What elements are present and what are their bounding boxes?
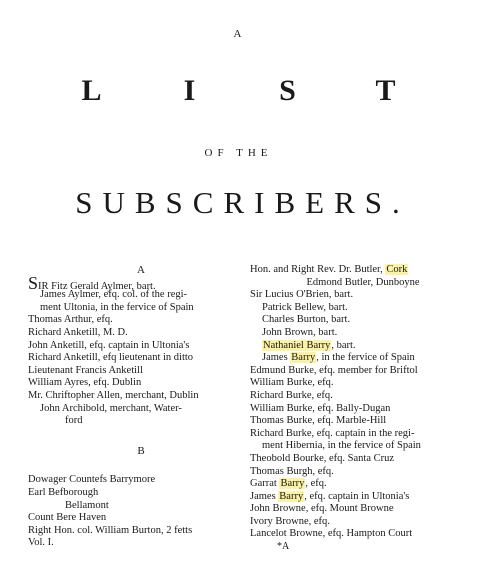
entry-text: John Anketill, efq. captain in Ultonia's — [28, 339, 190, 351]
highlighted-term: Barry — [280, 478, 305, 490]
subscriber-entry — [250, 377, 476, 390]
entry-text: IR Fitz Gerald Aylmer, bart. — [38, 280, 156, 292]
entry-text: William Burke, efq. — [250, 377, 334, 389]
subscriber-entry — [28, 390, 254, 403]
entry-text: Right Hon. col. William Burton, 2 fetts — [28, 524, 193, 536]
subscriber-entry — [28, 352, 254, 365]
subscriber-entry — [28, 272, 254, 293]
subscriber-entry — [250, 503, 476, 516]
entry-text: Sir Lucius O'Brien, bart. — [250, 289, 354, 301]
entry-text: Theobold Bourke, efq. Santa Cruz — [250, 452, 395, 464]
entry-text: Garrat — [250, 478, 280, 490]
heading-subscribers: SUBSCRIBERS. — [75, 185, 410, 220]
subscriber-entry — [28, 415, 254, 428]
section-spacer — [28, 457, 254, 474]
entry-text: Richard Burke, efq. captain in the regi- — [250, 427, 415, 439]
entry-text: Ivory Browne, efq. — [250, 515, 330, 527]
entry-text: Edmond Butler, Dunboyne — [306, 276, 420, 288]
entry-text: Count Bere Haven — [28, 512, 107, 524]
section-letter: B — [137, 444, 145, 457]
entry-text: Thomas Arthur, efq. — [28, 314, 113, 326]
heading-list-letter: L — [81, 74, 102, 107]
entry-text: , efq. captain in Ultonia's — [304, 490, 410, 502]
heading-list — [0, 74, 477, 108]
subscriber-entry — [250, 289, 476, 302]
subscriber-entry — [250, 428, 476, 441]
subscriber-entry — [250, 403, 476, 416]
entry-text: William Ayres, efq. Dublin — [28, 377, 142, 389]
entry-text: Hon. and Right Rev. Dr. Butler, — [250, 264, 386, 275]
subscriber-entry — [28, 474, 254, 487]
subscriber-entry — [250, 453, 476, 466]
subscriber-entry — [28, 365, 254, 378]
subscriber-entry — [250, 440, 476, 453]
section-spacer — [28, 428, 254, 445]
entry-text: John Browne, efq. Mount Browne — [250, 503, 394, 515]
subscriber-entry — [28, 302, 254, 315]
subscriber-entry — [250, 365, 476, 378]
entry-text: John Brown, bart. — [262, 326, 338, 338]
drop-capital: S — [28, 272, 39, 293]
subscriber-entry — [250, 352, 476, 365]
subscriber-entry — [250, 302, 476, 315]
subscriber-entry — [250, 390, 476, 403]
subscriber-entry — [250, 466, 476, 479]
subscriber-entry — [28, 487, 254, 500]
entry-text: John Archibold, merchant, Water- — [40, 402, 182, 414]
highlighted-term: Nathaniel Barry — [263, 339, 331, 351]
left-column — [28, 264, 254, 550]
highlighted-term: Barry — [291, 352, 316, 364]
subscriber-entry — [250, 277, 476, 290]
entry-text: Vol. I. — [28, 537, 54, 549]
entry-text: James Aylmer, efq. col. of the regi- — [40, 289, 188, 301]
entry-text: Edmund Burke, efq. member for Briftol — [250, 364, 418, 376]
entry-text: , efq. — [305, 478, 327, 490]
subscriber-entry — [28, 377, 254, 390]
entry-text: Mr. Chriftopher Allen, merchant, Dublin — [28, 389, 199, 401]
subscriber-entry — [28, 512, 254, 525]
heading-of-the: OF THE — [204, 147, 273, 159]
entry-text: James — [250, 490, 279, 502]
entry-text: Thomas Burke, efq. Marble-Hill — [250, 415, 387, 427]
custodian-mark: *A — [277, 541, 290, 552]
entry-text: ment Hibernia, in the fervice of Spain — [262, 440, 421, 452]
entry-text: ment Ultonia, in the fervice of Spain — [40, 301, 194, 313]
entry-text: James — [262, 352, 291, 364]
entry-text: Patrick Bellew, bart. — [262, 301, 348, 313]
heading-article: A — [233, 28, 244, 40]
heading-list-letter: I — [183, 74, 196, 107]
heading-list-letter: S — [279, 74, 296, 107]
subscriber-entry — [250, 478, 476, 491]
subscriber-entry — [28, 327, 254, 340]
subscriber-entry — [28, 537, 254, 550]
entry-text: Lieutenant Francis Anketill — [28, 364, 143, 376]
subscriber-entry — [28, 289, 254, 302]
entry-text: , in the fervice of Spain — [316, 352, 415, 364]
highlighted-term: Cork — [386, 264, 408, 275]
entry-text: Dowager Countefs Barrymore — [28, 474, 156, 486]
highlighted-term: Barry — [279, 490, 304, 502]
subscriber-entry — [250, 528, 476, 541]
subscriber-entry — [28, 403, 254, 416]
entry-text: William Burke, efq. Bally-Dugan — [250, 402, 391, 414]
subscriber-entry — [28, 340, 254, 353]
entry-text: Earl Befborough — [28, 486, 99, 498]
entry-text: Richard Burke, efq. — [250, 389, 333, 401]
right-column — [250, 264, 476, 541]
subscriber-entry — [250, 415, 476, 428]
entry-text: , bart. — [331, 339, 356, 351]
entry-text: Lancelot Browne, efq. Hampton Court — [250, 528, 413, 540]
heading-list-letter: T — [375, 74, 396, 107]
subscriber-entry — [28, 525, 254, 538]
section-letter: A — [137, 264, 145, 276]
subscriber-entry — [250, 327, 476, 340]
subscriber-entry — [250, 516, 476, 529]
subscriber-entry — [250, 264, 476, 277]
entry-text: Richard Anketill, efq lieutenant in ditto — [28, 352, 194, 364]
entry-text: Charles Burton, bart. — [262, 314, 351, 326]
subscriber-entry — [28, 500, 254, 513]
entry-text: Thomas Burgh, efq. — [250, 465, 334, 477]
entry-text: Bellamont — [65, 499, 109, 511]
entry-text: ford — [65, 415, 83, 427]
entry-text: Richard Anketill, M. D. — [28, 326, 128, 338]
subscriber-entry — [28, 314, 254, 327]
subscriber-entry — [250, 314, 476, 327]
subscriber-entry — [250, 491, 476, 504]
subscriber-entry — [250, 340, 476, 353]
